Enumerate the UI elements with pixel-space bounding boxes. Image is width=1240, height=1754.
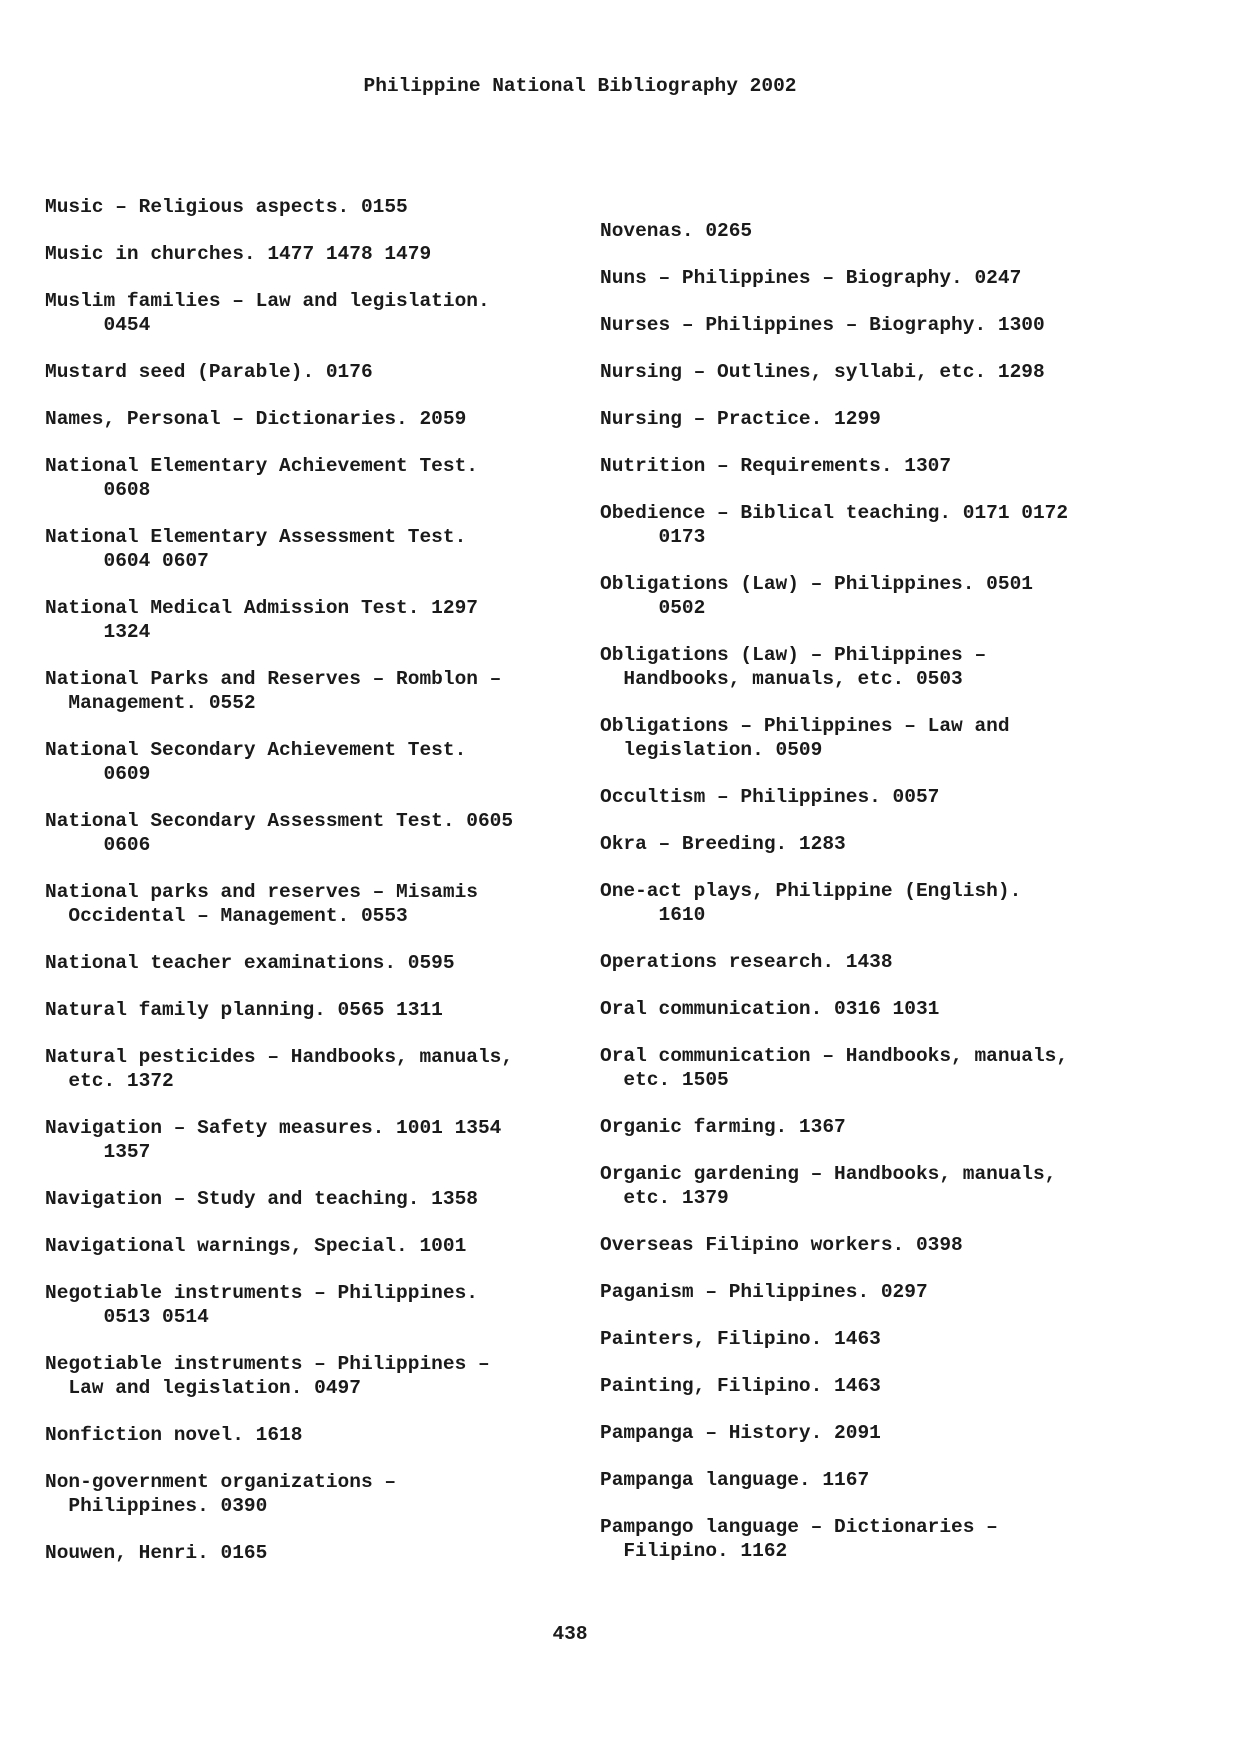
index-entry-line: Overseas Filipino workers. 0398: [600, 1234, 963, 1256]
index-entry: [600, 998, 1160, 1022]
index-entry: [45, 455, 605, 502]
page-title: Philippine National Bibliography 2002: [363, 75, 797, 97]
index-entry: [45, 526, 605, 573]
index-entry-line: Operations research. 1438: [600, 951, 893, 973]
index-entry: [45, 1471, 605, 1518]
index-entry-line: 1610: [600, 903, 706, 926]
index-entry: [45, 952, 605, 976]
index-entry-line: Nursing – Outlines, syllabi, etc. 1298: [600, 361, 1045, 383]
index-entry-line: Obligations – Philippines – Law and: [600, 715, 1010, 737]
index-entry-line: 0606: [45, 833, 151, 856]
index-entry: [45, 668, 605, 715]
index-entry-line: Obligations (Law) – Philippines –: [600, 644, 987, 666]
index-entry-line: Obedience – Biblical teaching. 0171 0172: [600, 502, 1069, 524]
index-entry: [600, 880, 1160, 927]
index-entry-line: Okra – Breeding. 1283: [600, 833, 846, 855]
index-entry: [600, 361, 1160, 385]
index-entry-line: Navigation – Study and teaching. 1358: [45, 1188, 478, 1210]
index-entry: [45, 999, 605, 1023]
index-entry-line: Navigation – Safety measures. 1001 1354: [45, 1117, 502, 1139]
index-entry: [45, 243, 605, 267]
index-entry-line: National teacher examinations. 0595: [45, 952, 455, 974]
index-entry: [600, 267, 1160, 291]
index-entry: [600, 1281, 1160, 1305]
index-entry-line: etc. 1372: [45, 1069, 174, 1092]
index-entry-line: Natural family planning. 0565 1311: [45, 999, 443, 1021]
index-entry-line: Mustard seed (Parable). 0176: [45, 361, 373, 383]
index-entry: [600, 455, 1160, 479]
index-entry-line: Oral communication. 0316 1031: [600, 998, 940, 1020]
index-entry-line: 0604 0607: [45, 549, 209, 572]
index-entry: [600, 1469, 1160, 1493]
index-entry-line: Nursing – Practice. 1299: [600, 408, 881, 430]
index-entry-line: etc. 1379: [600, 1186, 729, 1209]
index-entry-line: National Elementary Assessment Test.: [45, 526, 467, 548]
index-entry-line: Management. 0552: [45, 691, 256, 714]
index-entry-line: Nouwen, Henri. 0165: [45, 1542, 268, 1564]
index-entry-line: Paganism – Philippines. 0297: [600, 1281, 928, 1303]
index-entry: [600, 1163, 1160, 1210]
index-entry-line: 0608: [45, 478, 151, 501]
index-entry-line: Nuns – Philippines – Biography. 0247: [600, 267, 1022, 289]
index-entry-line: Organic farming. 1367: [600, 1116, 846, 1138]
index-entry-line: National Secondary Assessment Test. 0605: [45, 810, 514, 832]
index-entry-line: Muslim families – Law and legislation.: [45, 290, 490, 312]
index-entry-line: Nonfiction novel. 1618: [45, 1424, 303, 1446]
index-entry-line: Painters, Filipino. 1463: [600, 1328, 881, 1350]
index-entry-line: Music – Religious aspects. 0155: [45, 196, 408, 218]
index-entry-line: Nutrition – Requirements. 1307: [600, 455, 952, 477]
index-entry-line: Negotiable instruments – Philippines.: [45, 1282, 478, 1304]
index-entry: [45, 361, 605, 385]
index-entry-line: Pampango language – Dictionaries –: [600, 1516, 998, 1538]
index-entry-line: National Secondary Achievement Test.: [45, 739, 467, 761]
index-entry-line: Music in churches. 1477 1478 1479: [45, 243, 432, 265]
index-entry: [600, 220, 1160, 244]
index-entry-line: Occidental – Management. 0553: [45, 904, 408, 927]
index-entry: [600, 1375, 1160, 1399]
index-entry: [600, 833, 1160, 857]
index-entry-line: Natural pesticides – Handbooks, manuals,: [45, 1046, 514, 1068]
index-entry: [600, 1328, 1160, 1352]
index-entry: [45, 1235, 605, 1259]
index-entry-line: legislation. 0509: [600, 738, 823, 761]
index-entry-line: Philippines. 0390: [45, 1494, 268, 1517]
index-entry: [45, 1424, 605, 1448]
index-entry: [600, 786, 1160, 810]
page-number: 438: [552, 1623, 588, 1645]
index-entry: [45, 1117, 605, 1164]
index-entry: [600, 1116, 1160, 1140]
index-entry-line: Names, Personal – Dictionaries. 2059: [45, 408, 467, 430]
index-entry-line: etc. 1505: [600, 1068, 729, 1091]
index-entry: [45, 739, 605, 786]
index-entry-line: Filipino. 1162: [600, 1539, 788, 1562]
index-entry: [600, 1045, 1160, 1092]
index-entry-line: 0454: [45, 313, 151, 336]
index-entry: [600, 314, 1160, 338]
index-entry: [45, 810, 605, 857]
index-entry: [600, 1422, 1160, 1446]
index-entry-line: Law and legislation. 0497: [45, 1376, 361, 1399]
index-entry: [45, 881, 605, 928]
index-entry: [45, 1282, 605, 1329]
index-entry: [600, 1516, 1160, 1563]
index-entry-line: Occultism – Philippines. 0057: [600, 786, 940, 808]
index-entry: [600, 573, 1160, 620]
index-entry: [600, 715, 1160, 762]
index-entry-line: National Medical Admission Test. 1297: [45, 597, 478, 619]
index-entry-line: Negotiable instruments – Philippines –: [45, 1353, 490, 1375]
index-entry: [45, 1188, 605, 1212]
index-entry-line: Pampanga language. 1167: [600, 1469, 870, 1491]
index-entry-line: 0609: [45, 762, 151, 785]
index-entry-line: National Parks and Reserves – Romblon –: [45, 668, 502, 690]
index-entry-line: Oral communication – Handbooks, manuals,: [600, 1045, 1069, 1067]
index-entry-line: 0513 0514: [45, 1305, 209, 1328]
index-entry: [45, 408, 605, 432]
index-entry-line: 0173: [600, 525, 706, 548]
index-entry: [45, 290, 605, 337]
index-entry: [600, 408, 1160, 432]
index-entry: [45, 1353, 605, 1400]
index-entry: [600, 502, 1160, 549]
index-entry: [45, 597, 605, 644]
index-entry-line: Novenas. 0265: [600, 220, 753, 242]
index-entry-line: 1324: [45, 620, 151, 643]
index-entry-line: Organic gardening – Handbooks, manuals,: [600, 1163, 1057, 1185]
index-entry-line: Painting, Filipino. 1463: [600, 1375, 881, 1397]
index-entry-line: 1357: [45, 1140, 151, 1163]
index-entry: [600, 951, 1160, 975]
index-entry-line: One-act plays, Philippine (English).: [600, 880, 1022, 902]
index-entry: [45, 1542, 605, 1566]
index-entry-line: Nurses – Philippines – Biography. 1300: [600, 314, 1045, 336]
index-entry-line: Pampanga – History. 2091: [600, 1422, 881, 1444]
index-entry: [600, 644, 1160, 691]
index-entry: [45, 1046, 605, 1093]
index-entry-line: National Elementary Achievement Test.: [45, 455, 478, 477]
index-entry-line: National parks and reserves – Misamis: [45, 881, 478, 903]
index-entry-line: Non-government organizations –: [45, 1471, 397, 1493]
index-entry: [45, 196, 605, 220]
index-entry-line: Obligations (Law) – Philippines. 0501: [600, 573, 1033, 595]
index-entry-line: 0502: [600, 596, 706, 619]
index-entry: [600, 1234, 1160, 1258]
index-entry-line: Handbooks, manuals, etc. 0503: [600, 667, 963, 690]
index-entry-line: Navigational warnings, Special. 1001: [45, 1235, 467, 1257]
